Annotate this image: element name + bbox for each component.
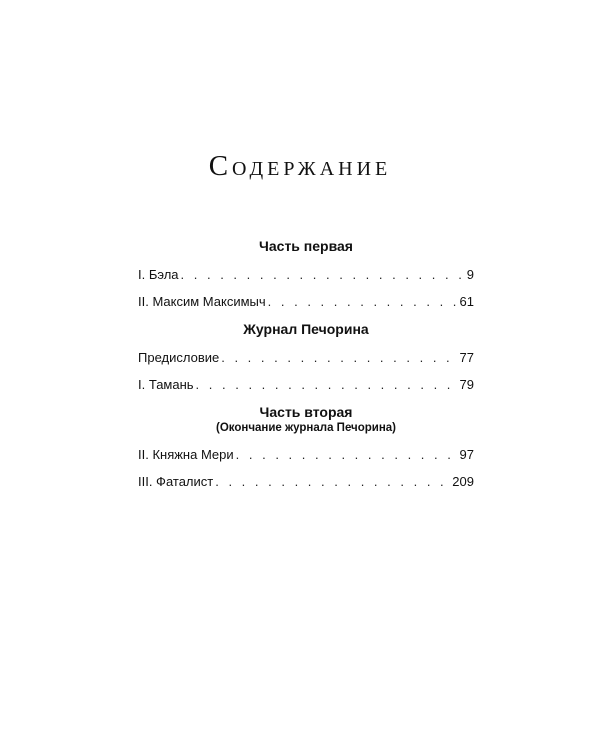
entry-title: II. Максим Максимыч (138, 294, 266, 309)
dot-leader (196, 377, 458, 393)
dot-leader (215, 474, 450, 490)
toc-entry (138, 377, 474, 393)
entry-title: Предисловие (138, 350, 220, 365)
entry-title: II. Княжна Мери (138, 447, 234, 462)
entry-title: I. Бэла (138, 267, 179, 282)
section-heading: Часть вторая (259, 404, 353, 420)
toc-entry (138, 294, 474, 310)
toc-entry (138, 350, 474, 366)
entry-page-number: 209 (452, 474, 474, 489)
dot-leader (221, 350, 457, 366)
entry-title: I. Тамань (138, 377, 194, 392)
dot-leader (181, 267, 465, 283)
dot-leader (268, 294, 458, 310)
page-title: Содержание (208, 150, 392, 182)
section-subheading: (Окончание журнала Печорина) (215, 422, 397, 434)
entry-page-number: 77 (459, 350, 474, 365)
toc-section-journal (138, 321, 474, 393)
toc-entry (138, 267, 474, 283)
dot-leader (236, 447, 458, 463)
toc-entry (138, 474, 474, 490)
section-heading: Часть первая (259, 238, 353, 254)
entry-page-number: 97 (459, 447, 474, 462)
section-heading: Журнал Печорина (243, 321, 369, 337)
entry-page-number: 61 (459, 294, 474, 309)
toc-section-part-one (138, 238, 474, 310)
toc-entry (138, 447, 474, 463)
table-of-contents (138, 238, 474, 501)
entry-page-number: 79 (459, 377, 474, 392)
entry-title: III. Фаталист (138, 474, 214, 489)
entry-page-number: 9 (466, 267, 474, 282)
toc-section-part-two (138, 404, 474, 490)
